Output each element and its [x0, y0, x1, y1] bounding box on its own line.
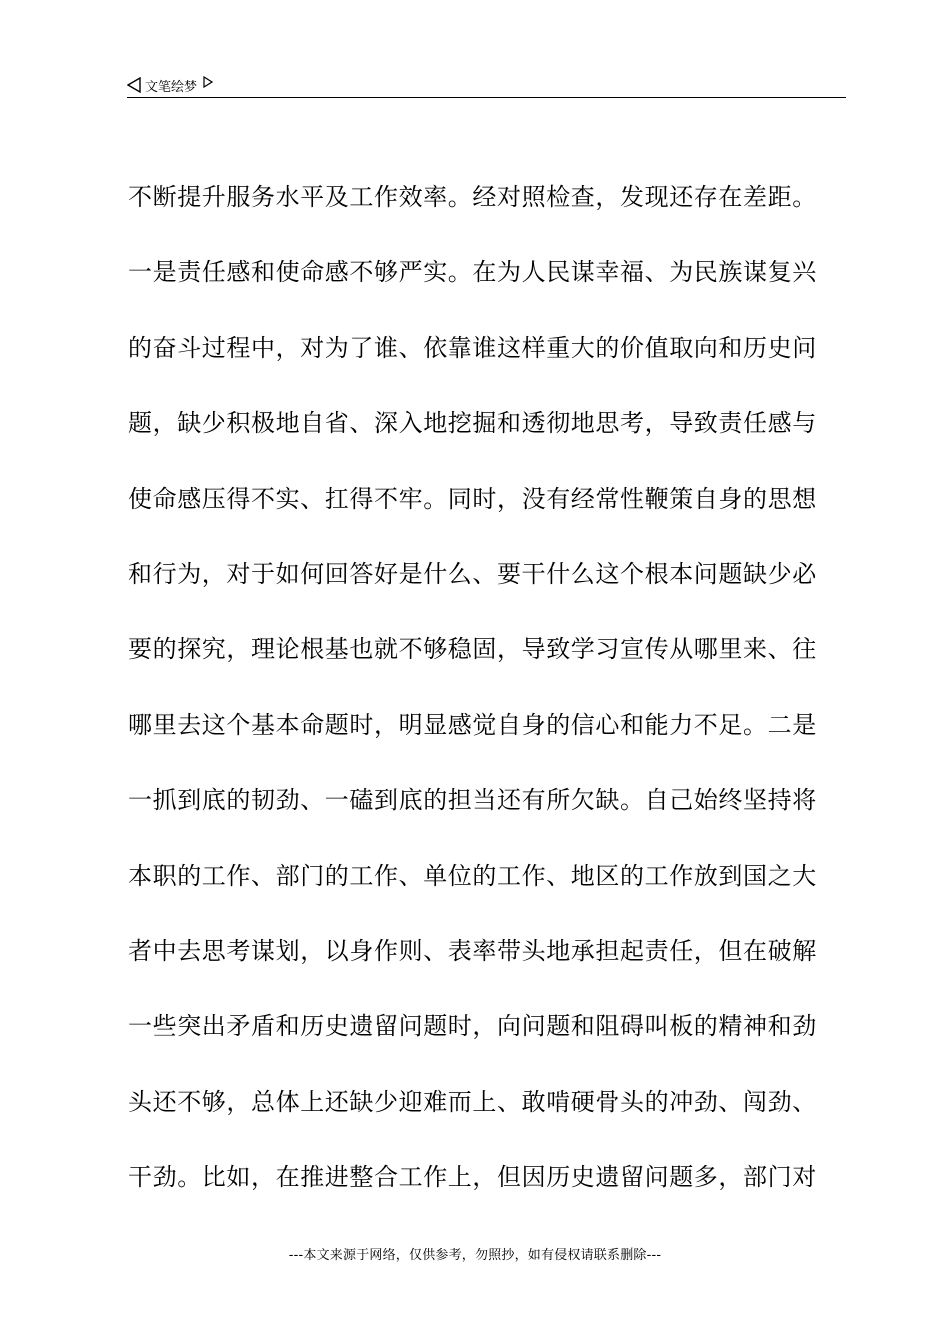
- body-line: 和行为，对于如何回答好是什么、要干什么这个根本问题缺少必: [128, 559, 817, 588]
- body-line: 哪里去这个基本命题时，明显感觉自身的信心和能力不足。二是: [128, 710, 817, 739]
- body-line: 一是责任感和使命感不够严实。在为人民谋幸福、为民族谋复兴: [128, 258, 817, 287]
- body-line: 头还不够，总体上还缺少迎难而上、敢啃硬骨头的冲劲、闯劲、: [128, 1087, 817, 1116]
- header-divider: [127, 97, 846, 98]
- body-line: 本职的工作、部门的工作、单位的工作、地区的工作放到国之大: [128, 861, 817, 890]
- body-line: 使命感压得不实、扛得不牢。同时，没有经常性鞭策自身的思想: [128, 484, 817, 513]
- body-line: 不断提升服务水平及工作效率。经对照检查，发现还存在差距。: [128, 183, 817, 211]
- footer-notice: ---本文来源于网络，仅供参考，勿照抄，如有侵权请联系删除---: [288, 1248, 662, 1263]
- body-line: 题，缺少积极地自省、深入地挖掘和透彻地思考，导致责任感与: [128, 409, 817, 438]
- body-line: 要的探究，理论根基也就不够稳固，导致学习宣传从哪里来、往: [128, 635, 817, 664]
- page-header: [127, 74, 845, 96]
- body-line: 一抓到底的韧劲、一磕到底的担当还有所欠缺。自己始终坚持将: [128, 786, 817, 815]
- header-brand: 文笔绘梦: [145, 79, 198, 95]
- body-line: 的奋斗过程中，对为了谁、依靠谁这样重大的价值取向和历史问: [128, 333, 817, 362]
- body-line: 一些突出矛盾和历史遗留问题时，向问题和阻碍叫板的精神和劲: [128, 1012, 817, 1041]
- document-body: [128, 160, 848, 1215]
- body-line: 干劲。比如，在推进整合工作上，但因历史遗留问题多，部门对: [128, 1163, 817, 1192]
- body-line: 者中去思考谋划，以身作则、表率带头地承担起责任，但在破解: [128, 936, 817, 965]
- triangle-left-icon: [127, 77, 141, 93]
- triangle-right-icon: [203, 76, 213, 88]
